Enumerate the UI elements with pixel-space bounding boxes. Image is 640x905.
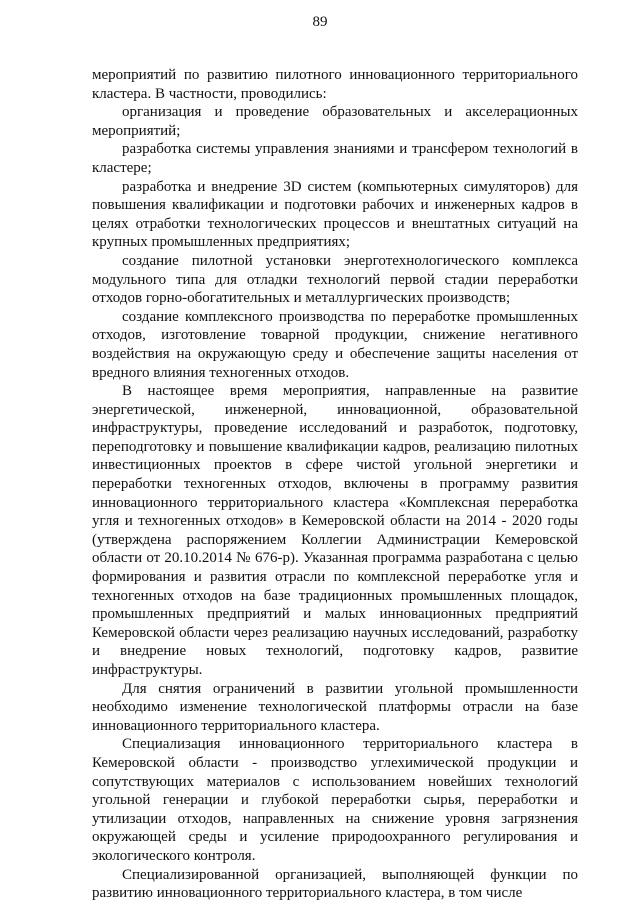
page-number: 89 xyxy=(312,14,328,30)
paragraph: мероприятий по развитию пилотного инновационного территориального кластера. В частности, проводились: xyxy=(92,67,578,102)
list-item: создание пилотной установки энерготехнологического комплекса модульного типа для отладки технологий первой стадии переработки отходов горно-обогатительных и металлургических производств; xyxy=(92,252,578,307)
list-item: создание комплексного производства по переработке промышленных отходов, изготовление товарной продукции, снижение негативного воздействия на окружающую среду и обеспечение защиты населения от вредного влияния техногенных отходов. xyxy=(92,308,578,381)
list-item: разработка и внедрение 3D систем (компьютерных симуляторов) для повышения квалификации и подготовки рабочих и инженерных кадров в целях отработки технологических процессов и внештатных ситуаций на крупных промышленных предприятиях; xyxy=(92,178,578,251)
paragraph: Для снятия ограничений в развитии угольной промышленности необходимо изменение технологической платформы отрасли на базе инновационного территориального кластера. xyxy=(92,680,578,734)
list-item: разработка системы управления знаниями и трансфером технологий в кластере; xyxy=(92,141,578,176)
paragraph: В настоящее время мероприятия, направленные на развитие энергетической, инженерной, инновационной, образовательной инфраструктуры, проведение исследований и разработок, подготовку, переподготовку и повышение квалификации кадров, реализацию пилотных инвестиционных проектов в сфере чистой угольной энергетики и переработки техногенных отходов, включены в программу развития инновационного территориального кластера «Комплексная переработка угля и техногенных отходов» в Кемеровской области на 2014 - 2020 годы (утверждена распоряжением Коллегии Администрации Кемеровской области от 20.10.2014 № 676-р). Указанная программа разработана с целью формирования и развития отрасли по комплексной переработке угля и техногенных отходов на базе традиционных промышленных площадок, промышленных предприятий и малых инновационных предприятий Кемеровской области через реализацию научных исследований, разработку и внедрение новых технологий, подготовку кадров, развитие инфраструктуры. xyxy=(92,383,578,678)
paragraph: Специализация инновационного территориального кластера в Кемеровской области - производство углехимической продукции и сопутствующих материалов с использованием новейших технологий угольной генерации и глубокой переработки сырья, переработки и утилизации отходов, направленных на снижение уровня загрязнения окружающей среды и усиление природоохранного регулирования и экологического контроля. xyxy=(92,736,578,864)
body-text xyxy=(92,66,578,903)
paragraph: Специализированной организацией, выполняющей функции по развитию инновационного территориального кластера, в том числе xyxy=(92,866,578,902)
list-item: организация и проведение образовательных и акселерационных мероприятий; xyxy=(92,104,578,139)
